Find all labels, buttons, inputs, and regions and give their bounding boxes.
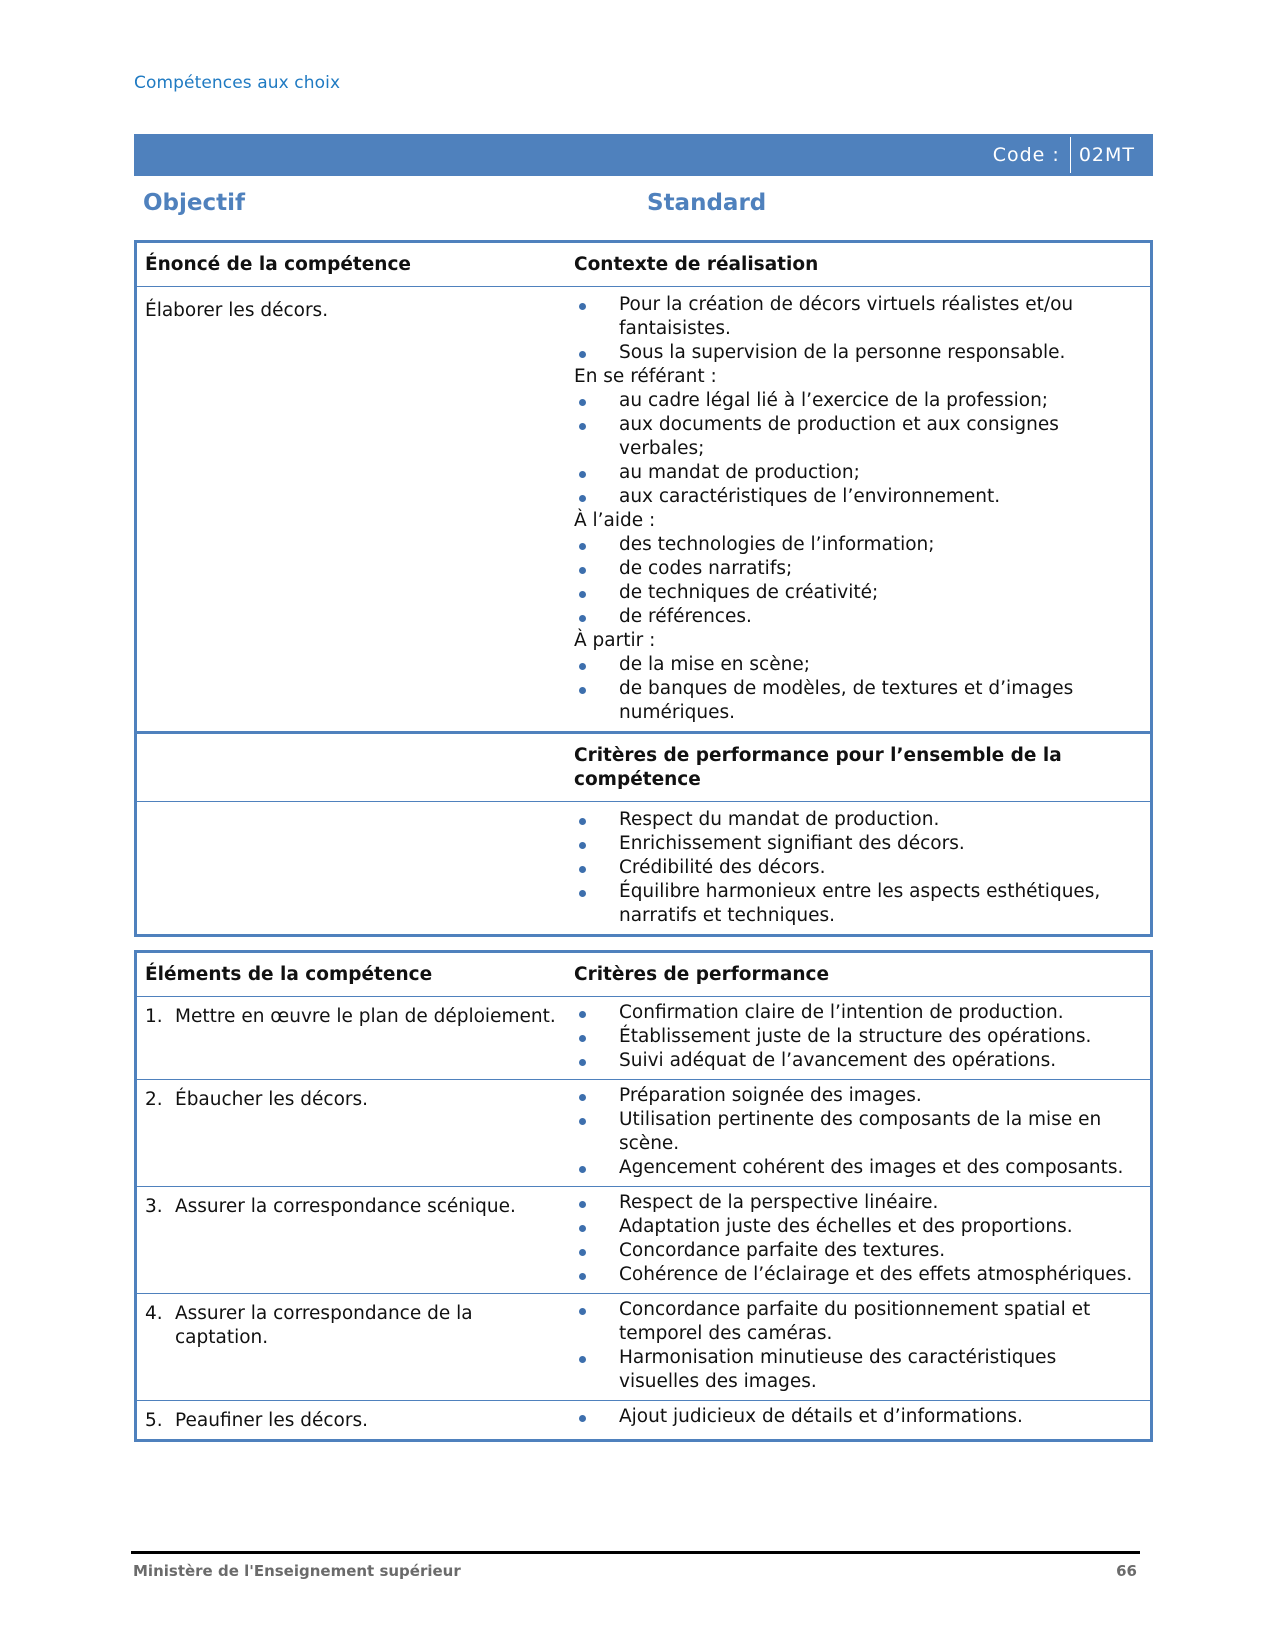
- element-4: [137, 1294, 567, 1400]
- elements-header: Éléments de la compétence: [145, 964, 433, 985]
- list-item: Suivi adéquat de l’avancement des opérations.: [574, 1049, 1142, 1073]
- list-item: de la mise en scène;: [574, 653, 1142, 677]
- context-list: [574, 533, 1142, 629]
- overall-criteria-header: Critères de performance pour l’ensemble de la compétence: [574, 745, 1062, 790]
- list-item: Crédibilité des décors.: [574, 856, 1142, 880]
- criteria-cell: [567, 1187, 1150, 1293]
- list-item: aux documents de production et aux consignes verbales;: [574, 413, 1142, 461]
- table-header-row: [137, 243, 1150, 286]
- list-item: de banques de modèles, de textures et d’images numériques.: [574, 677, 1142, 725]
- context-list: [574, 389, 1142, 509]
- list-item: Cohérence de l’éclairage et des effets atmosphériques.: [574, 1263, 1142, 1287]
- element-number: 2.: [145, 1089, 163, 1110]
- table-row: [137, 1400, 1150, 1439]
- code-separator: [1070, 137, 1071, 173]
- table-header-row: [137, 734, 1150, 801]
- list-item: de références.: [574, 605, 1142, 629]
- table-row: [137, 1186, 1150, 1293]
- context-list: [574, 653, 1142, 725]
- page-number: 66: [1116, 1562, 1137, 1580]
- criteria-list: [574, 808, 1142, 928]
- criteria-cell: [567, 1294, 1150, 1400]
- criteria-header: Critères de performance: [574, 964, 830, 985]
- objective-title: Objectif: [143, 190, 246, 216]
- criteria-list: [574, 1298, 1142, 1394]
- element-text: Assurer la correspondance de la captation.: [175, 1303, 473, 1348]
- footer-rule: [131, 1551, 1140, 1554]
- list-item: Enrichissement signifiant des décors.: [574, 832, 1142, 856]
- list-item: Agencement cohérent des images et des composants.: [574, 1156, 1142, 1180]
- criteria-list: [574, 1405, 1142, 1429]
- list-item: Sous la supervision de la personne responsable.: [574, 341, 1142, 365]
- list-item: Pour la création de décors virtuels réalistes et/ou fantaisistes.: [574, 293, 1142, 341]
- table-row: [137, 286, 1150, 731]
- footer-organization: Ministère de l'Enseignement supérieur: [133, 1562, 461, 1580]
- list-item: Utilisation pertinente des composants de la mise en scène.: [574, 1108, 1142, 1156]
- empty-cell: [137, 802, 567, 934]
- element-number: 4.: [145, 1303, 163, 1324]
- statement-context-table: [134, 240, 1153, 734]
- element-text: Mettre en œuvre le plan de déploiement.: [175, 1006, 556, 1027]
- element-number: 1.: [145, 1006, 163, 1027]
- criteria-list: [574, 1191, 1142, 1287]
- list-item: au cadre légal lié à l’exercice de la profession;: [574, 389, 1142, 413]
- list-item: Confirmation claire de l’intention de production.: [574, 1001, 1142, 1025]
- list-item: Établissement juste de la structure des opérations.: [574, 1025, 1142, 1049]
- context-cell: [567, 287, 1150, 731]
- list-item: Respect de la perspective linéaire.: [574, 1191, 1142, 1215]
- context-intro-list: [574, 293, 1142, 365]
- list-item: de codes narratifs;: [574, 557, 1142, 581]
- list-item: Harmonisation minutieuse des caractéristiques visuelles des images.: [574, 1346, 1142, 1394]
- table-row: [137, 1079, 1150, 1186]
- standard-title: Standard: [647, 190, 767, 216]
- list-item: Équilibre harmonieux entre les aspects esthétiques, narratifs et techniques.: [574, 880, 1142, 928]
- table-row: [137, 996, 1150, 1079]
- group-label: En se référant :: [574, 366, 717, 387]
- element-2: [137, 1080, 567, 1186]
- list-item: au mandat de production;: [574, 461, 1142, 485]
- list-item: Ajout judicieux de détails et d’informations.: [574, 1405, 1142, 1429]
- element-text: Ébaucher les décors.: [175, 1089, 369, 1110]
- criteria-cell: [567, 997, 1150, 1079]
- overall-criteria-cell: [567, 802, 1150, 934]
- group-label: À l’aide :: [574, 510, 656, 531]
- list-item: de techniques de créativité;: [574, 581, 1142, 605]
- element-3: [137, 1187, 567, 1293]
- code-bar: [134, 134, 1153, 176]
- list-item: Préparation soignée des images.: [574, 1084, 1142, 1108]
- element-1: [137, 997, 567, 1079]
- list-item: Concordance parfaite des textures.: [574, 1239, 1142, 1263]
- element-text: Peaufiner les décors.: [175, 1410, 368, 1431]
- list-item: Concordance parfaite du positionnement spatial et temporel des caméras.: [574, 1298, 1142, 1346]
- empty-header-cell: [137, 734, 567, 801]
- table-row: [137, 1293, 1150, 1400]
- table-header-row: [137, 953, 1150, 996]
- code-label: Code :: [992, 144, 1060, 166]
- criteria-cell: [567, 1401, 1150, 1439]
- criteria-list: [574, 1084, 1142, 1180]
- list-item: des technologies de l’information;: [574, 533, 1142, 557]
- context-header: Contexte de réalisation: [574, 254, 819, 275]
- list-item: aux caractéristiques de l’environnement.: [574, 485, 1142, 509]
- criteria-list: [574, 1001, 1142, 1073]
- section-titles: [0, 190, 1275, 224]
- criteria-cell: [567, 1080, 1150, 1186]
- element-number: 3.: [145, 1196, 163, 1217]
- group-label: À partir :: [574, 630, 656, 651]
- elements-criteria-table: [134, 950, 1153, 1442]
- element-text: Assurer la correspondance scénique.: [175, 1196, 516, 1217]
- statement-header: Énoncé de la compétence: [145, 254, 411, 275]
- element-5: [137, 1401, 567, 1439]
- competency-statement: Élaborer les décors.: [145, 300, 329, 321]
- element-number: 5.: [145, 1410, 163, 1431]
- overall-criteria-table: [134, 731, 1153, 937]
- code-value: 02MT: [1078, 144, 1135, 166]
- list-item: Adaptation juste des échelles et des proportions.: [574, 1215, 1142, 1239]
- table-row: [137, 801, 1150, 934]
- running-head: Compétences aux choix: [134, 73, 341, 93]
- list-item: Respect du mandat de production.: [574, 808, 1142, 832]
